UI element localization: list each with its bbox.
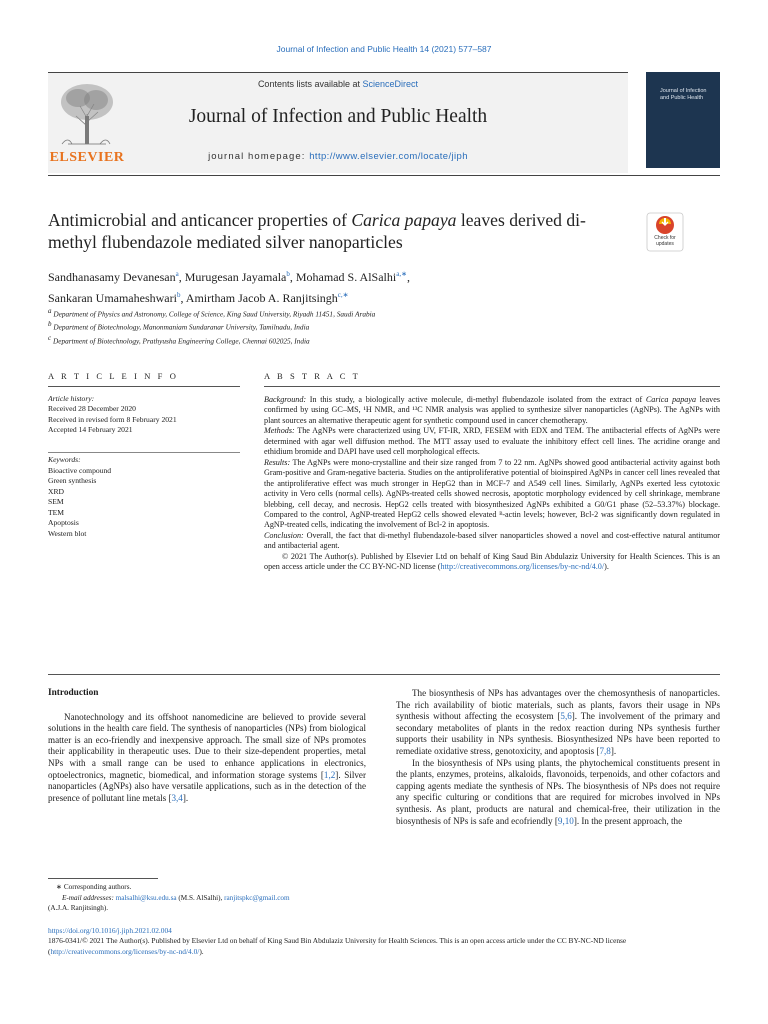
paragraph-text: In the biosynthesis of NPs using plants, the phytochemical constituents present in the plants, enzymes, proteins, alkaloids, flavonoids, terpenoids, and other cofactors and capping agents mediate the synthesis of NPs. The biosynthesis of NPs does not require any specific culturing or conditions that are required for microbes involved in NPs synthesis. As plant, products are natural and chemical-free, their utilization in the biosynthesis of NPs is safe and ecofriendly [ — [396, 757, 720, 826]
history-received: Received 28 December 2020 — [48, 404, 136, 414]
journal-citation[interactable]: Journal of Infection and Public Health 14 (2021) 577–587 — [276, 44, 492, 54]
author-affil-marker[interactable]: c,∗ — [337, 291, 349, 299]
paragraph-text: ]. Silver nanoparticles (AgNPs) also have versatile applications, such as in the detection of the presence of pollutant line metals [ — [48, 769, 366, 803]
history-revised: Received in revised form 8 February 2021 — [48, 414, 177, 424]
title-end: leaves derived di-methyl flubendazole mediated silver nanoparticles — [48, 210, 586, 252]
body-paragraph — [396, 758, 720, 828]
affiliation-line — [48, 333, 648, 346]
keyword: SEM — [48, 497, 64, 506]
article-history — [48, 394, 240, 436]
reference-link[interactable]: 1,2 — [323, 769, 336, 780]
issn-text: 1876-0341/© 2021 The Author(s). Published by Elsevier Ltd on behalf of King Saud Bin Abdulaziz University for Health Sciences. This is an open access article under the CC BY-NC-ND license ( — [48, 936, 627, 956]
body-left-column — [48, 688, 366, 804]
article-info-rule — [48, 386, 240, 387]
author-affil-marker[interactable]: a — [175, 270, 179, 278]
history-divider — [48, 452, 240, 453]
author-name[interactable]: Mohamad S. AlSalhi — [295, 270, 397, 284]
author-list: Sandhanasamy Devanesan$^a$, Murugesan Jayamala$^b$, Mohamad S. AlSalhi$^{a,∗}$, Sankaran Umamaheshwari$^b$, Amirtham Jacob A. Ranjitsingh$^{c,∗}$ — [48, 270, 410, 305]
background-text-cont: leaves confirmed by using GC–MS, ¹H NMR, and ¹³C NMR analysis was applied to synthesize silver nanoparticles (AgNPs). The AgNPs with plant sources an alternative therapeutic agent for synthetic compound used in cancer chemotherapy. — [264, 395, 720, 425]
affiliation-text: Department of Biotechnology, Manonmaniam Sundaranar University, Tamilnadu, India — [53, 322, 310, 332]
journal-cover-title: Journal of Infection and Public Health — [660, 88, 707, 101]
journal-cover-thumbnail[interactable] — [646, 72, 720, 168]
header-divider — [48, 175, 720, 176]
affiliations — [48, 306, 648, 346]
affiliation-text: Department of Physics and Astronomy, College of Science, King Saud University, Riyadh 11451, Saudi Arabia — [53, 309, 376, 319]
sciencedirect-link[interactable]: ScienceDirect — [362, 79, 419, 89]
author-affil-marker[interactable]: a,∗ — [396, 270, 407, 278]
email-label: E-mail addresses: — [62, 893, 114, 902]
paragraph-text: ]. — [182, 792, 189, 803]
author-affil-marker[interactable]: b — [286, 270, 290, 278]
contents-line — [48, 79, 628, 89]
body-right-column — [396, 688, 720, 827]
email-line — [48, 893, 366, 904]
title-species: Carica papaya — [351, 210, 457, 230]
history-accepted: Accepted 14 February 2021 — [48, 425, 133, 435]
affiliation-marker: b — [48, 320, 52, 329]
license-link[interactable]: http://creativecommons.org/licenses/by-nc-nd/4.0/ — [440, 562, 605, 572]
abstract-bottom-rule — [48, 674, 720, 675]
keyword: Bioactive compound — [48, 465, 112, 475]
author-name[interactable]: Sandhanasamy Devanesan — [48, 270, 176, 284]
abstract-conclusion — [264, 531, 720, 552]
check-for-updates-label[interactable]: Check for updates — [654, 235, 676, 247]
reference-link[interactable]: 7,8 — [599, 745, 611, 756]
keywords-list — [48, 455, 240, 539]
background-species: Carica papaya — [645, 395, 697, 404]
paragraph-text: ]. In the present approach, the — [573, 815, 683, 826]
homepage-label: journal homepage: — [208, 151, 306, 162]
paragraph-text: Nanotechnology and its offshoot nanomedicine are believed to provide several solutions in the health care field. The synthesis of nanoparticles (NPs) from biological matter is an eco-friendly and inexpensive approach. The small size of NPs promotes their applicability in therapeutic uses. Due to their size-dependent properties, metal NPs with a small range can be used to enhance applications in electronics, optoelectronics, magnetic, biomedical, and information storage systems [ — [48, 711, 366, 780]
journal-homepage-line — [48, 151, 628, 162]
homepage-link[interactable]: http://www.elsevier.com/locate/jiph — [309, 151, 468, 162]
results-label: Results: — [264, 457, 291, 467]
copyright-text: © 2021 The Author(s). Published by Elsevier Ltd on behalf of King Saud Bin Abdulaziz University for Health Sciences. This is an open access article under the CC BY-NC-ND license ( — [264, 551, 720, 572]
page-footer — [48, 926, 720, 957]
author-affil-marker[interactable]: b — [176, 291, 181, 299]
author-name[interactable]: Sankaran Umamaheshwari — [48, 291, 177, 305]
abstract-results — [264, 458, 720, 531]
affiliation-marker: c — [48, 333, 52, 342]
abstract-methods — [264, 426, 720, 457]
abstract-heading: A B S T R A C T — [264, 371, 361, 381]
conclusion-label: Conclusion: — [264, 530, 304, 540]
email-owner-line: (A.J.A. Ranjitsingh). — [48, 904, 109, 913]
footnotes — [48, 882, 366, 914]
reference-link[interactable]: 3,4 — [171, 792, 183, 803]
author-name[interactable]: Murugesan Jayamala — [184, 270, 287, 284]
article-info-heading: A R T I C L E I N F O — [48, 371, 179, 381]
elsevier-wordmark: ELSEVIER — [49, 150, 125, 165]
copyright-end: ). — [604, 562, 609, 572]
corresponding-note: ∗ Corresponding authors. — [56, 883, 132, 891]
affiliation-line — [48, 306, 648, 319]
abstract-copyright — [264, 552, 720, 573]
contents-prefix: Contents lists available at — [257, 79, 360, 89]
introduction-heading: Introduction — [48, 688, 99, 698]
reference-link[interactable]: 5,6 — [560, 711, 572, 722]
keyword: TEM — [48, 507, 65, 517]
article-title — [48, 209, 608, 253]
methods-text: The AgNPs were characterized using UV, FT-IR, XRD, FESEM with EDX and TEM. The antibacterial effects of AgNPs were determined with agar well diffusion method. The MTT assay used to evaluate the inhibitory effect cell lines. The acridine orange and ethidium bromide and DAPI have used cell morphological effects. — [264, 426, 720, 457]
keywords-label: Keywords: — [48, 455, 81, 464]
keyword: Apoptosis — [48, 518, 79, 527]
email-link[interactable]: ranjitspkc@gmail.com — [224, 893, 290, 902]
methods-label: Methods: — [264, 426, 295, 436]
body-paragraph — [396, 688, 720, 758]
history-label: Article history: — [48, 394, 95, 403]
email-link[interactable]: malsalhi@ksu.edu.sa — [115, 893, 177, 902]
abstract-background — [264, 395, 720, 426]
abstract-rule — [264, 386, 720, 387]
conclusion-text: Overall, the fact that di-methyl flubendazole-based silver nanoparticles showed a novel and cost-effective natural antitumor and antibacterial agent. — [264, 530, 720, 551]
affiliation-line — [48, 319, 648, 332]
footer-license-link[interactable]: http://creativecommons.org/licenses/by-nc-nd/4.0/ — [50, 946, 200, 956]
keyword: Green synthesis — [48, 476, 97, 485]
paragraph-text: The biosynthesis of NPs has advantages over the chemosynthesis of nanoparticles. The rich availability of biotic materials, such as plants, favors their usage in NPs synthesis without affecting the ecosystem [ — [396, 688, 720, 722]
paragraph-text: ]. — [610, 745, 617, 756]
reference-link[interactable]: 9,10 — [557, 815, 574, 826]
paragraph-text: ]. The involvement of the primary and secondary metabolites of plants in the redox reaction during NPs synthesis further supports their usability in NPs synthesis. Biosynthesized NPs have been reported to remediate oxidative stress, genotoxicity, and apoptosis [ — [396, 711, 720, 756]
body-paragraph — [48, 712, 366, 805]
keyword: Western blot — [48, 528, 87, 538]
author-name[interactable]: Amirtham Jacob A. Ranjitsingh — [185, 291, 338, 305]
email-owner: (M.S. AlSalhi), — [176, 893, 225, 902]
affiliation-text: Department of Biotechnology, Prathyusha Engineering College, Chennai 602025, India — [52, 336, 310, 346]
footnote-rule — [48, 878, 158, 879]
background-text: In this study, a biologically active molecule, di-methyl flubendazole isolated from the extract of — [306, 395, 646, 404]
doi-link[interactable]: https://doi.org/10.1016/j.jiph.2021.02.004 — [48, 926, 172, 935]
title-start: Antimicrobial and anticancer properties of — [48, 210, 352, 230]
footer-end: ). — [199, 946, 204, 956]
abstract-text — [264, 395, 720, 573]
keyword: XRD — [48, 486, 65, 496]
results-text: The AgNPs were mono-crystalline and their size ranged from 7 to 22 nm. AgNPs showed good antibacterial activity against both Gram-positive and Gram-negative bacteria. Studies on the antiproliferative potential of bioinspired AgNPs in cancer cell lines revealed that the antiproliferative effect was much stronger in HepG2 than in MCF-7 and A549 cell lines. Similarly, AgNPs exerted less cytotoxic activity in Vero cells (normal cells). AgNPs-treated cells showed necrosis, apoptotic morphology evidenced by cell shrinkage, membrane blebbing, cell decay, and necrosis. HepG2 cells treated with biosynthesized AgNPs exhibited a G0/G1 phase (52–53.37%) blockage. Compared to the control, AgNP-treated HepG2 cells showed elevated ᴮ-actin levels; however, Bcl-2 was significantly down regulated in AgNP-treated cells, indicating the involvement of Bcl-2 in apoptosis. — [264, 457, 720, 530]
affiliation-marker: a — [48, 307, 52, 315]
journal-name[interactable]: Journal of Infection and Public Health — [188, 106, 488, 127]
background-label: Background: — [264, 395, 307, 404]
